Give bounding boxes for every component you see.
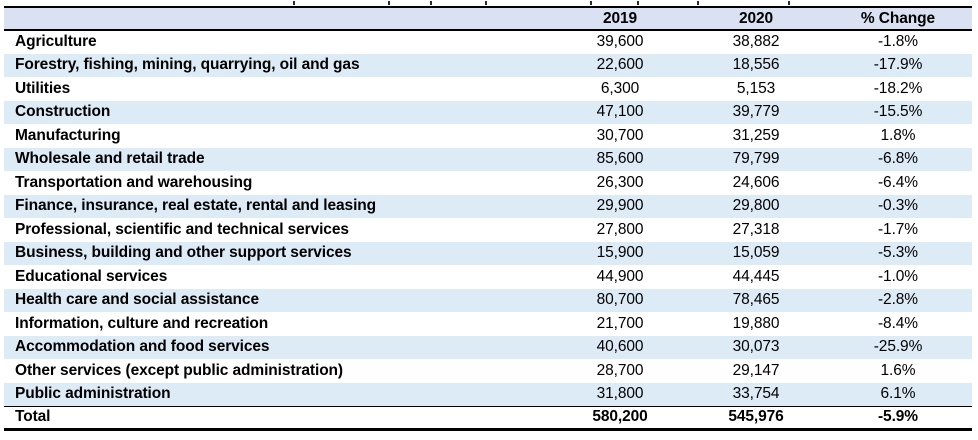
industry-label: Health care and social assistance (15, 291, 259, 309)
table-row (4, 265, 972, 289)
value-2020: 44,445 (732, 267, 780, 285)
value-2019: 85,600 (596, 150, 644, 168)
pct-change-value: -1.0% (878, 267, 918, 285)
industry-label: Educational services (15, 267, 168, 285)
table-row (4, 242, 972, 266)
table-row (4, 101, 972, 125)
value-2020: 5,153 (736, 79, 776, 97)
pct-change-value: -6.8% (878, 150, 918, 168)
title-fragment (590, 1, 592, 5)
title-fragment (637, 1, 639, 5)
value-2020: 545,976 (728, 408, 784, 426)
pct-change-value: 1.8% (880, 126, 916, 144)
value-2019: 40,600 (596, 338, 644, 356)
value-2019: 31,800 (596, 385, 644, 402)
title-fragment (388, 1, 390, 5)
table-row (4, 218, 972, 242)
pct-change-value: 6.1% (880, 385, 916, 402)
pct-change-value: -5.3% (878, 244, 918, 262)
industry-label: Manufacturing (15, 126, 121, 144)
value-2020: 15,059 (732, 244, 780, 262)
industry-label: Forestry, fishing, mining, quarrying, oil and gas (15, 56, 360, 74)
value-2020: 29,800 (732, 197, 780, 215)
value-2019: 39,600 (596, 33, 644, 51)
value-2019: 26,300 (596, 173, 644, 191)
title-fragment (697, 1, 699, 5)
table-body (4, 30, 972, 430)
value-2019: 30,700 (596, 126, 644, 144)
pct-change-value: -8.4% (878, 314, 918, 332)
value-2020: 30,073 (732, 338, 780, 356)
title-fragment (430, 1, 432, 5)
value-2019: 29,900 (596, 197, 644, 215)
table-row (4, 148, 972, 172)
pct-change-value: -6.4% (878, 173, 918, 191)
header-row (4, 7, 972, 30)
table-row (4, 383, 972, 407)
value-2020: 78,465 (732, 291, 780, 309)
pct-change-value: 1.6% (880, 361, 916, 379)
title-fragment (788, 1, 790, 5)
industry-label: Agriculture (15, 33, 97, 51)
value-2020: 79,799 (732, 150, 780, 168)
title-fragment (485, 1, 487, 5)
total-row (4, 406, 972, 430)
pct-change-value: -1.8% (878, 33, 918, 51)
table-row (4, 312, 972, 336)
pct-change-value: -1.7% (878, 220, 918, 238)
industry-label: Information, culture and recreation (15, 314, 269, 332)
table-row (4, 30, 972, 54)
industry-label: Public administration (15, 385, 171, 402)
industry-label: Total (15, 408, 51, 426)
value-2019: 80,700 (596, 291, 644, 309)
pct-change-value: -2.8% (878, 291, 918, 309)
table-row (4, 171, 972, 195)
industry-label: Utilities (15, 79, 71, 97)
table-row (4, 359, 972, 383)
title-fragment (293, 1, 295, 5)
column-header-pct-change: % Change (860, 9, 936, 27)
table-row (4, 336, 972, 360)
table-row (4, 289, 972, 313)
industry-label: Transportation and warehousing (15, 173, 253, 191)
value-2020: 29,147 (732, 361, 780, 379)
table-row (4, 54, 972, 78)
value-2020: 19,880 (732, 314, 780, 332)
value-2019: 6,300 (600, 79, 640, 97)
column-header-2019: 2019 (602, 9, 638, 27)
industry-label: Other services (except public administration) (15, 361, 343, 379)
value-2019: 27,800 (596, 220, 644, 238)
value-2020: 24,606 (732, 173, 780, 191)
table-row (4, 124, 972, 148)
pct-change-value: -5.9% (878, 408, 918, 426)
industry-label: Finance, insurance, real estate, rental and leasing (15, 197, 377, 215)
value-2020: 31,259 (732, 126, 780, 144)
industry-label: Professional, scientific and technical services (15, 220, 349, 238)
value-2019: 47,100 (596, 103, 644, 121)
pct-change-value: -17.9% (873, 56, 923, 74)
value-2020: 27,318 (732, 220, 780, 238)
pct-change-value: -18.2% (873, 79, 923, 97)
pct-change-value: -25.9% (873, 338, 923, 356)
value-2020: 33,754 (732, 385, 780, 402)
industry-label: Wholesale and retail trade (15, 150, 205, 168)
employment-by-industry-table (4, 6, 972, 431)
value-2019: 44,900 (596, 267, 644, 285)
value-2020: 18,556 (732, 56, 780, 74)
table-row (4, 77, 972, 101)
industry-label: Construction (15, 103, 111, 121)
value-2019: 15,900 (596, 244, 644, 262)
column-header-2020: 2020 (738, 9, 774, 27)
pct-change-value: -15.5% (873, 103, 923, 121)
industry-label: Business, building and other support services (15, 244, 352, 262)
value-2020: 38,882 (732, 33, 780, 51)
value-2019: 22,600 (596, 56, 644, 74)
value-2020: 39,779 (732, 103, 780, 121)
pct-change-value: -0.3% (878, 197, 918, 215)
value-2019: 21,700 (596, 314, 644, 332)
value-2019: 28,700 (596, 361, 644, 379)
industry-label: Accommodation and food services (15, 338, 270, 356)
industry-column-header (4, 7, 552, 30)
value-2019: 580,200 (592, 408, 648, 426)
table-row (4, 195, 972, 219)
